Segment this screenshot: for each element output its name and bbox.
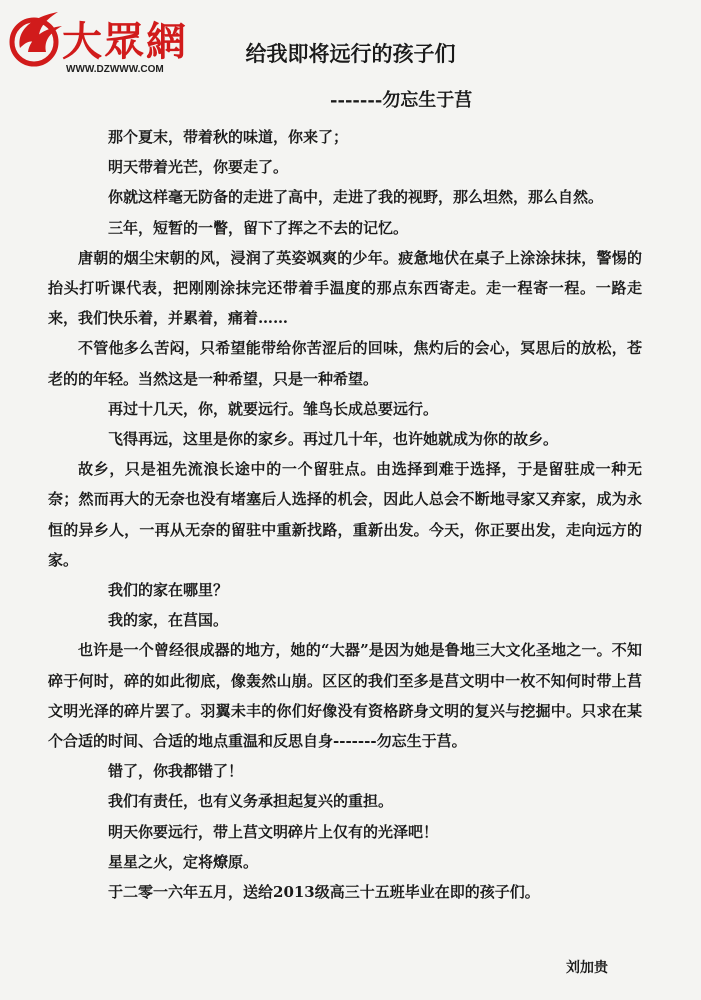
paragraph: 你就这样毫无防备的走进了高中，走进了我的视野，那么坦然，那么自然。: [108, 188, 604, 207]
logo-url: WWW.DZWWW.COM: [66, 64, 164, 75]
paragraph: 我们的家在哪里？: [108, 581, 229, 600]
letter-body: [48, 122, 642, 907]
paragraph: 再过十几天，你，就要远行。雏鸟长成总要远行。: [108, 399, 439, 418]
page-subtitle: -------勿忘生于莒: [330, 90, 473, 111]
paragraph: 那个夏末，带着秋的味道，你来了；: [108, 128, 349, 146]
paragraph: 唐朝的烟尘宋朝的风，浸润了英姿飒爽的少年。疲惫地伏在桌子上涂涂抹抹，警惕的抬头打听课代表，把刚刚涂抹完还带着手温度的那点东西寄走。走一程寄一程。一路走来，我们快乐着，并累着，痛着……: [48, 248, 642, 328]
paragraph: 我们有责任，也有义务承担起复兴的重担。: [108, 792, 394, 811]
author-signature: 刘加贵: [566, 960, 608, 976]
paragraph: 三年，短暂的一瞥，留下了挥之不去的记忆。: [108, 218, 409, 237]
paragraph: 不管他多么苦闷，只希望能带给你苦涩后的回味，焦灼后的会心，冥思后的放松，苍老的的年轻。当然这是一种希望，只是一种希望。: [48, 339, 642, 388]
page-title: 给我即将远行的孩子们: [245, 41, 456, 66]
paragraph: 明天你要远行，带上莒文明碎片上仅有的光泽吧！: [108, 822, 439, 841]
paragraph: 飞得再远，这里是你的家乡。再过几十年，也许她就成为你的故乡。: [108, 430, 559, 449]
paragraph: 故乡，只是祖先流浪长途中的一个留驻点。由选择到难于选择，于是留驻成一种无奈；然而再大的无奈也没有堵塞后人选择的机会，因此人总会不断地寻家又弃家，成为永恒的异乡人，一再从无奈的留驻中重新找路，重新出发。今天，你正要出发，走向远方的家。: [48, 460, 642, 569]
paragraph: 我的家，在莒国。: [108, 611, 229, 630]
paragraph: 于二零一六年五月，送给2013级高三十五班毕业在即的孩子们。: [108, 883, 540, 902]
paragraph: 星星之火，定将燎原。: [108, 852, 259, 871]
paragraph: 错了，你我都错了！: [108, 762, 244, 781]
logo-name: 大眾網: [62, 19, 188, 65]
paragraph: 明天带着光芒，你要走了。: [108, 158, 289, 177]
paragraph: 也许是一个曾经很成器的地方，她的“大器”是因为她是鲁地三大文化圣地之一。不知碎于何时，碎的如此彻底，像轰然山崩。区区的我们至多是莒文明中一枚不知何时带上莒文明光泽的碎片罢了。羽翼未丰的你们好像没有资格跻身文明的复兴与挖掘中。只求在某个合适的时间、合适的地点重温和反思自身-------勿忘生于莒。: [48, 641, 642, 751]
